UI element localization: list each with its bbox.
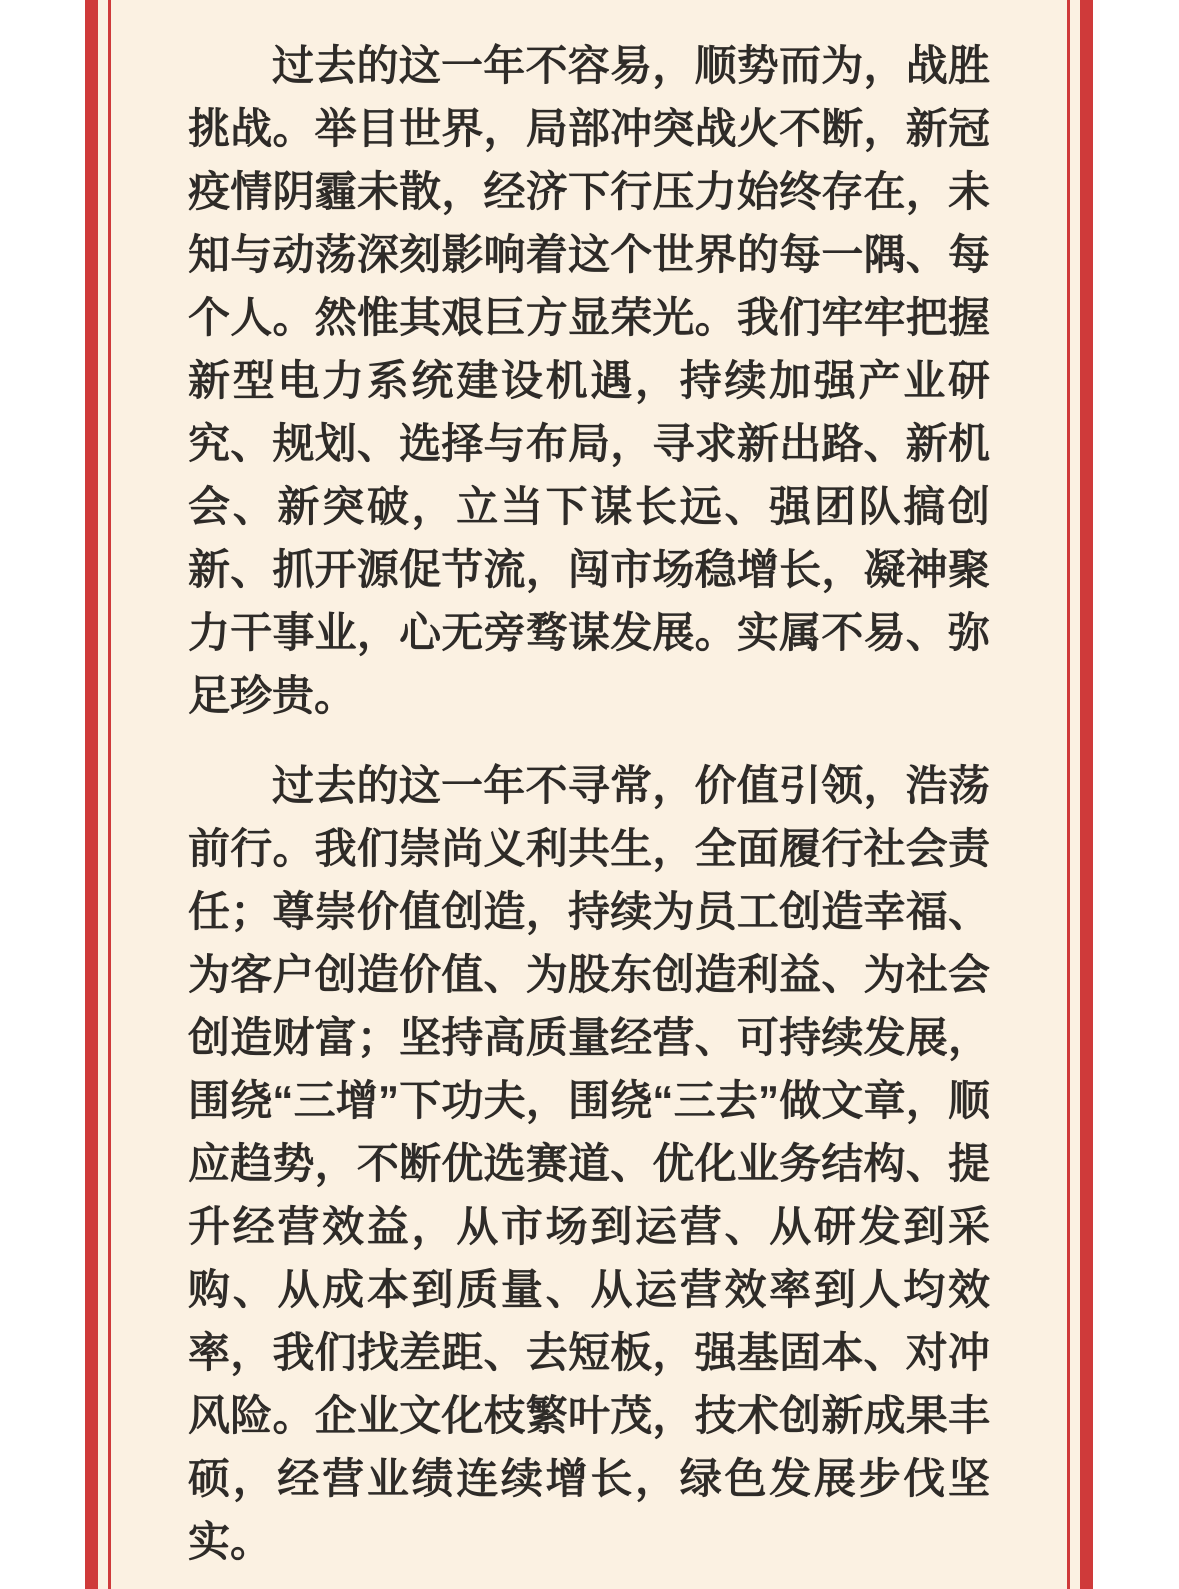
letter-inner-frame [108, 0, 1070, 1589]
letter-card [85, 0, 1093, 1589]
letter-paragraph-2: 过去的这一年不寻常，价值引领，浩荡前行。我们崇尚义利共生，全面履行社会责任；尊崇价值创造，持续为员工创造幸福、为客户创造价值、为股东创造利益、为社会创造财富；坚持高质量经营、可持续发展，围绕“三增”下功夫，围绕“三去”做文章，顺应趋势，不断优选赛道、优化业务结构、提升经营效益，从市场到运营、从研发到采购、从成本到质量、从运营效率到人均效率，我们找差距、去短板，强基固本、对冲风险。企业文化枝繁叶茂，技术创新成果丰硕，经营业绩连续增长，绿色发展步伐坚实。 [188, 762, 990, 1565]
letter-paragraph-1: 过去的这一年不容易，顺势而为，战胜挑战。举目世界，局部冲突战火不断，新冠疫情阴霾未散，经济下行压力始终存在，未知与动荡深刻影响着这个世界的每一隅、每个人。然惟其艰巨方显荣光。我们牢牢把握新型电力系统建设机遇，持续加强产业研究、规划、选择与布局，寻求新出路、新机会、新突破，立当下谋长远、强团队搞创新、抓开源促节流，闯市场稳增长，凝神聚力干事业，心无旁骛谋发展。实属不易、弥足珍贵。 [188, 42, 990, 719]
